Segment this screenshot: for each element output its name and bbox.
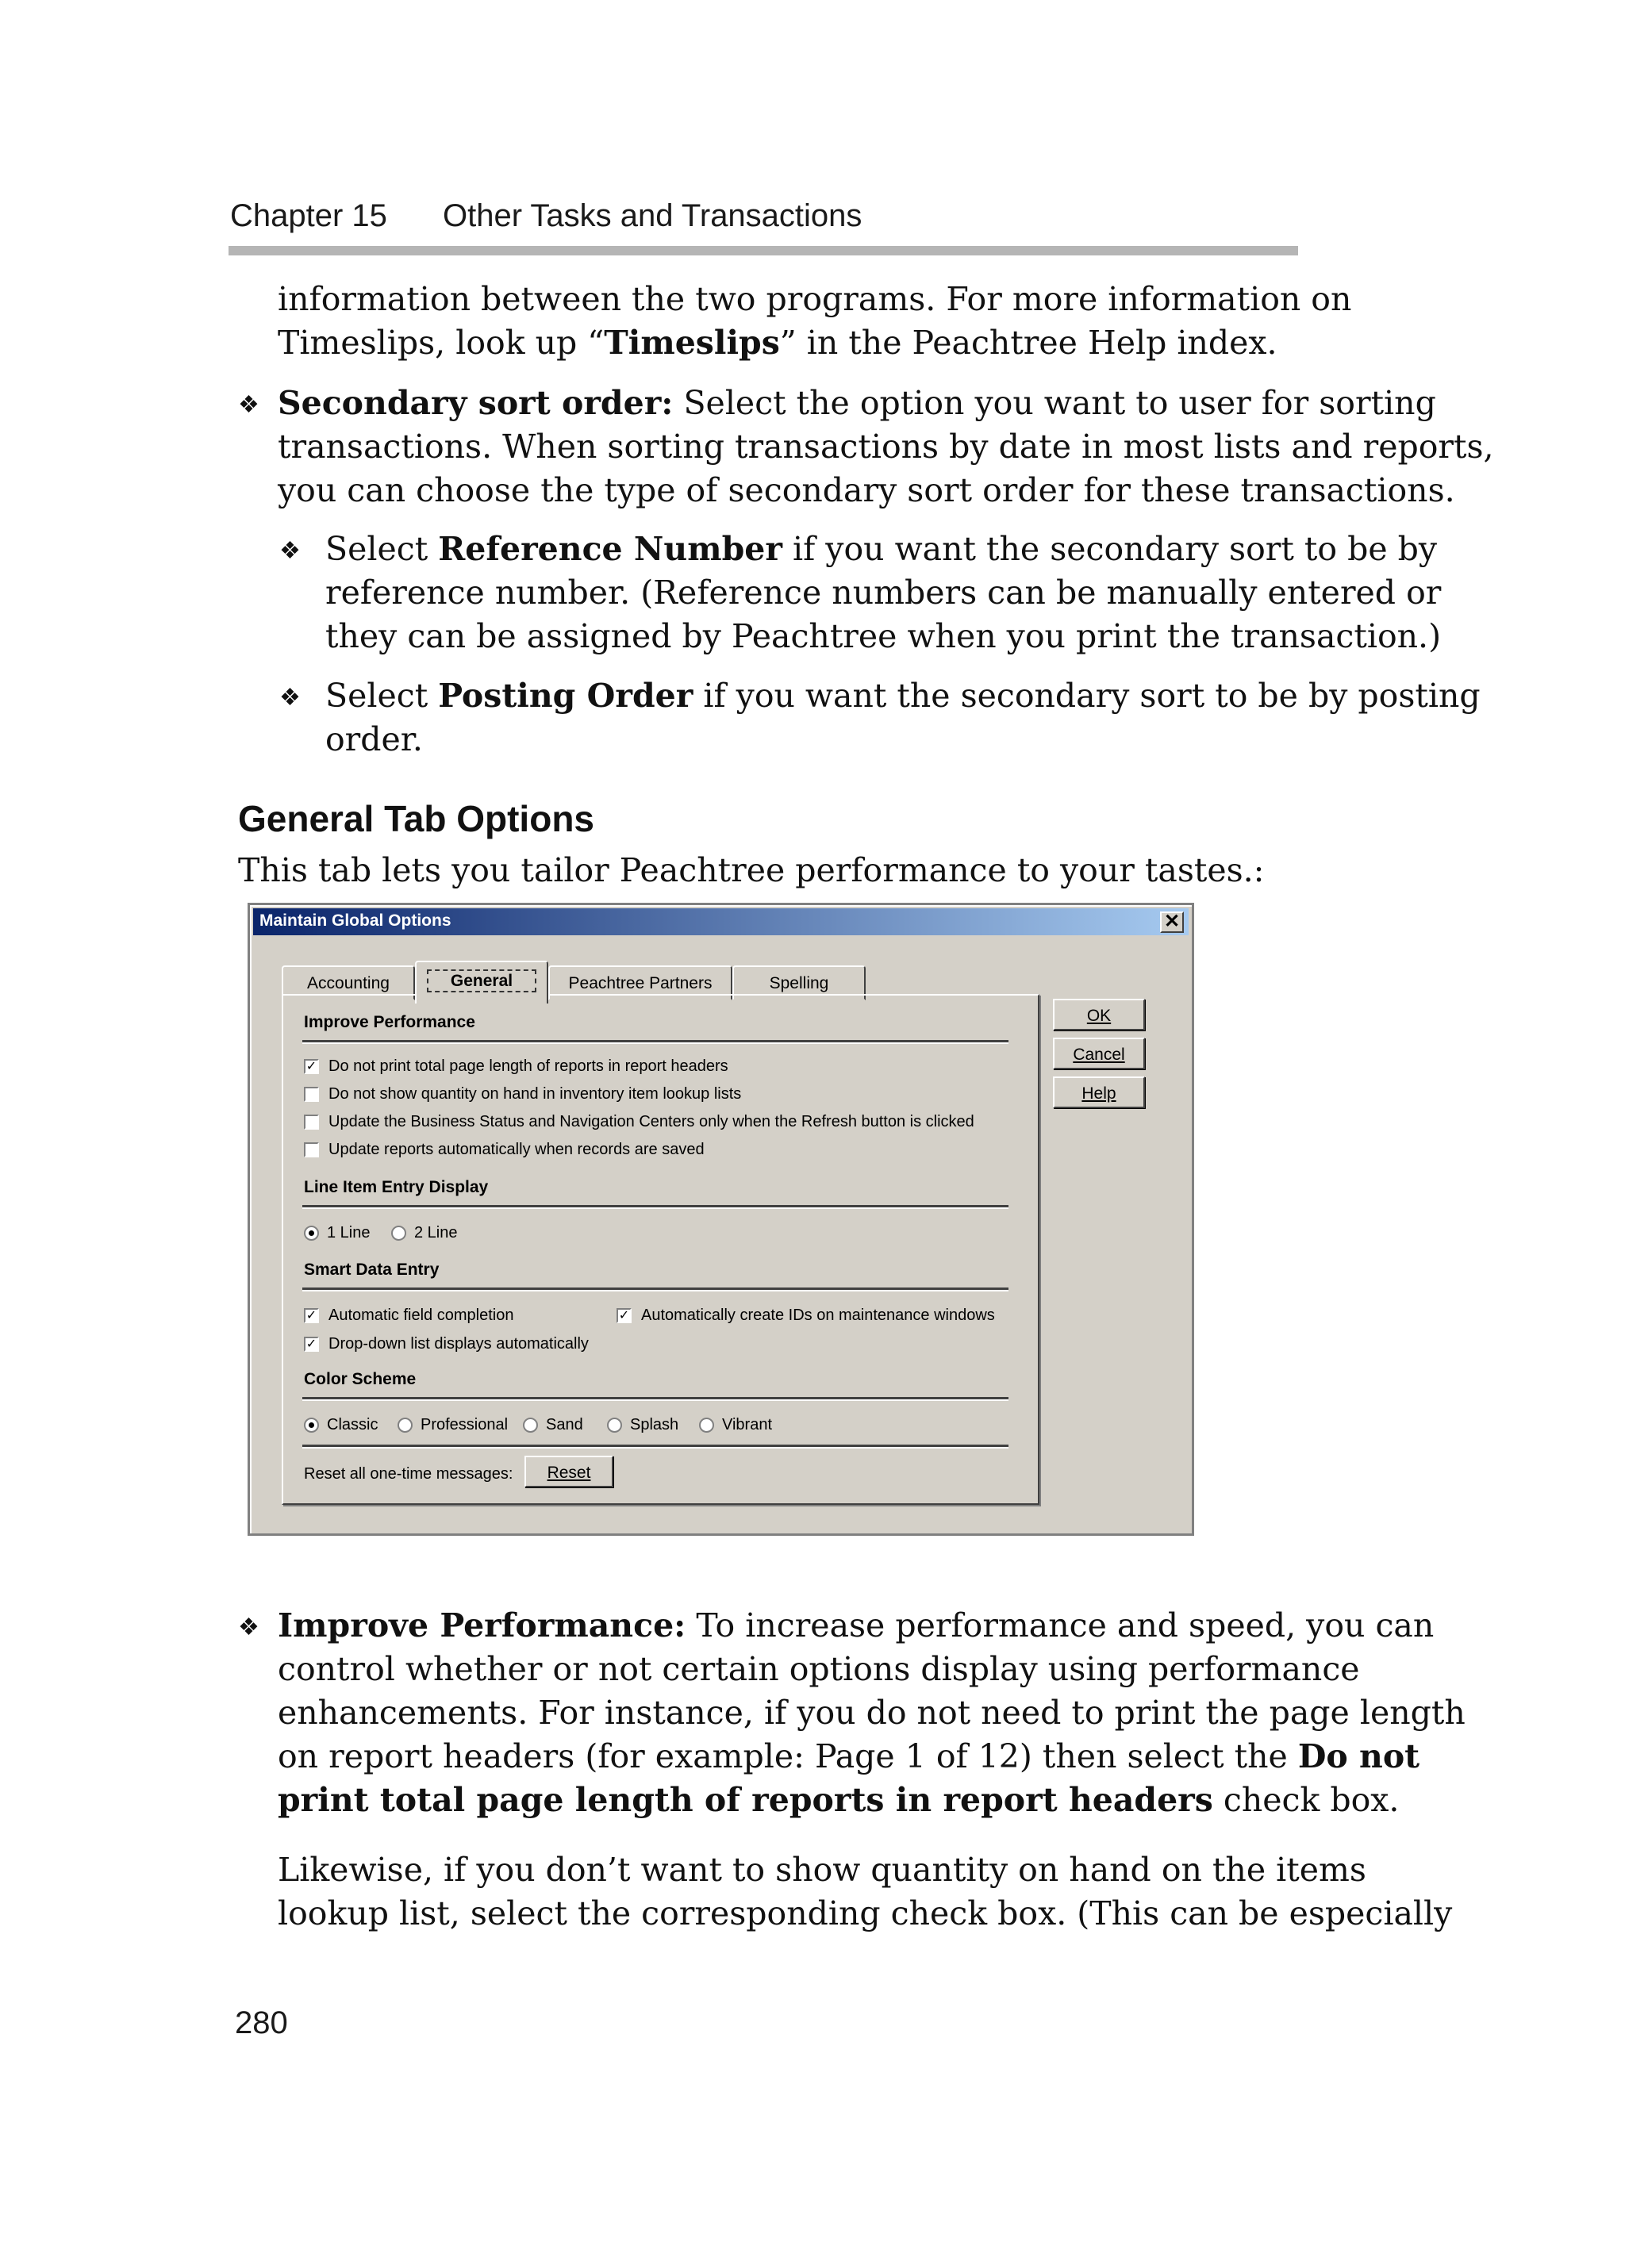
option-dropdown-auto[interactable] — [304, 1335, 589, 1353]
posting-order-paragraph — [325, 674, 1481, 762]
option-auto-update-reports[interactable] — [304, 1141, 705, 1159]
reset-button[interactable] — [524, 1456, 613, 1487]
section-divider — [302, 1445, 1008, 1449]
tab-general[interactable] — [415, 961, 548, 1004]
posting-text: Select — [325, 677, 439, 715]
page-number: 280 — [235, 2005, 288, 2040]
tab-general-label: General — [427, 969, 536, 992]
checkbox[interactable]: ✓ — [304, 1059, 319, 1074]
likewise-paragraph — [278, 1848, 1452, 1936]
do-not-term: Do not — [1297, 1737, 1420, 1775]
maintain-global-options-dialog — [248, 903, 1194, 1536]
dialog-titlebar — [253, 908, 1189, 935]
secondary-sort-label: Secondary sort order: — [278, 384, 674, 422]
intro-line-2 — [278, 321, 1351, 365]
reference-number-term: Reference Number — [438, 530, 782, 568]
section-divider — [302, 1040, 1008, 1044]
tab-spelling[interactable]: Spelling — [732, 965, 866, 1000]
radio-1-line[interactable] — [304, 1224, 371, 1242]
chapter-title: Other Tasks and Transactions — [443, 198, 862, 233]
checkbox[interactable] — [304, 1142, 319, 1157]
improve-line-2: control whether or not certain options display using performance — [278, 1650, 1360, 1688]
tab-accounting[interactable]: Accounting — [282, 965, 415, 1000]
reference-line-3: they can be assigned by Peachtree when you print the transaction.) — [325, 617, 1442, 655]
checkbox[interactable]: ✓ — [304, 1337, 319, 1352]
diamond-bullet-icon: ❖ — [279, 537, 301, 565]
radio-button[interactable] — [391, 1226, 406, 1241]
improve-text: on report headers (for example: Page 1 of 12) then select the — [278, 1737, 1298, 1775]
intro-text-end: ” in the Peachtree Help index. — [779, 324, 1277, 362]
reference-line-1 — [325, 528, 1441, 571]
reference-number-paragraph — [325, 528, 1441, 658]
improve-line-3: enhancements. For instance, if you do not need to print the page length — [278, 1694, 1466, 1732]
radio-2-line[interactable] — [391, 1224, 458, 1242]
option-label: Automatic field completion — [328, 1307, 514, 1324]
diamond-bullet-icon: ❖ — [279, 684, 301, 712]
close-icon[interactable]: ✕ — [1160, 911, 1184, 933]
help-button[interactable] — [1053, 1076, 1145, 1108]
section-divider — [302, 1205, 1008, 1209]
radio-label: Splash — [630, 1416, 679, 1433]
likewise-line-1: Likewise, if you don’t want to show quantity on hand on the items — [278, 1851, 1366, 1889]
reset-messages-label: Reset all one-time messages: — [304, 1465, 513, 1483]
print-total-term: print total page length of reports in report headers — [278, 1781, 1213, 1819]
radio-button[interactable] — [304, 1226, 319, 1241]
tab-peachtree-partners[interactable]: Peachtree Partners — [548, 965, 732, 1000]
posting-text-end: if you want the secondary sort to be by posting — [693, 677, 1481, 715]
radio-professional[interactable] — [398, 1416, 508, 1434]
checkbox[interactable]: ✓ — [304, 1308, 319, 1323]
reference-text-end: if you want the secondary sort to be by — [782, 530, 1438, 568]
improve-performance-paragraph — [278, 1604, 1466, 1822]
diamond-bullet-icon: ❖ — [238, 391, 259, 419]
radio-label: 2 Line — [414, 1224, 458, 1241]
intro-line-1: information between the two programs. For more information on — [278, 280, 1352, 318]
section-divider — [302, 1397, 1008, 1401]
likewise-line-2: lookup list, select the corresponding check box. (This can be especially — [278, 1894, 1453, 1932]
improve-line-4 — [278, 1735, 1466, 1779]
improve-line-1 — [278, 1604, 1466, 1648]
radio-sand[interactable] — [523, 1416, 583, 1434]
radio-button[interactable] — [304, 1418, 319, 1433]
chapter-label: Chapter 15 — [230, 198, 387, 233]
radio-label: Sand — [546, 1416, 583, 1433]
radio-button[interactable] — [398, 1418, 413, 1433]
radio-label: Professional — [421, 1416, 509, 1433]
posting-line-1 — [325, 674, 1481, 718]
help-button-label: Help — [1081, 1084, 1116, 1103]
checkbox[interactable] — [304, 1087, 319, 1102]
option-label: Do not print total page length of reports in report headers — [328, 1057, 728, 1075]
option-label: Do not show quantity on hand in inventory item lookup lists — [328, 1085, 742, 1103]
cancel-button[interactable] — [1053, 1038, 1145, 1069]
option-no-page-length[interactable] — [304, 1057, 728, 1076]
general-tab-panel — [282, 994, 1039, 1505]
radio-button[interactable] — [523, 1418, 538, 1433]
radio-label: Classic — [327, 1416, 378, 1433]
improve-performance-term: Improve Performance: — [278, 1606, 686, 1644]
radio-splash[interactable] — [607, 1416, 678, 1434]
option-refresh-only[interactable] — [304, 1113, 974, 1131]
checkbox[interactable]: ✓ — [617, 1308, 632, 1323]
dialog-title: Maintain Global Options — [259, 911, 451, 930]
diamond-bullet-icon: ❖ — [238, 1614, 259, 1641]
smart-data-entry-title: Smart Data Entry — [304, 1261, 440, 1279]
option-auto-create-ids[interactable] — [617, 1307, 995, 1325]
improve-text-end: check box. — [1212, 1781, 1400, 1819]
secondary-sort-text: Select the option you want to user for sorting — [673, 384, 1436, 422]
secondary-sort-paragraph — [278, 382, 1494, 512]
radio-button[interactable] — [607, 1418, 622, 1433]
reference-line-2: reference number. (Reference numbers can be manually entered or — [325, 574, 1442, 612]
section-intro: This tab lets you tailor Peachtree performance to your tastes.: — [238, 851, 1265, 889]
radio-vibrant[interactable] — [699, 1416, 772, 1434]
radio-label: 1 Line — [327, 1224, 371, 1241]
reference-text: Select — [325, 530, 439, 568]
ok-button[interactable] — [1053, 999, 1145, 1030]
option-label: Drop-down list displays automatically — [328, 1335, 589, 1353]
line-item-entry-title: Line Item Entry Display — [304, 1178, 489, 1196]
option-label: Automatically create IDs on maintenance windows — [641, 1307, 995, 1324]
improve-performance-title: Improve Performance — [304, 1013, 475, 1031]
secondary-sort-line-1 — [278, 382, 1494, 425]
option-no-qty-on-hand[interactable] — [304, 1085, 741, 1103]
timeslips-term: Timeslips — [604, 324, 780, 362]
section-heading: General Tab Options — [238, 798, 594, 839]
secondary-sort-line-3: you can choose the type of secondary sort order for these transactions. — [278, 471, 1455, 509]
secondary-sort-line-2: transactions. When sorting transactions by date in most lists and reports, — [278, 428, 1494, 466]
ok-button-label: OK — [1086, 1007, 1112, 1025]
section-divider — [302, 1288, 1008, 1291]
header-rule — [229, 246, 1298, 255]
intro-text: Timeslips, look up “ — [278, 324, 605, 362]
posting-order-term: Posting Order — [438, 677, 693, 715]
improve-text: To increase performance and speed, you can — [686, 1606, 1435, 1644]
option-label: Update the Business Status and Navigation Centers only when the Refresh button is clicked — [328, 1113, 974, 1130]
option-label: Update reports automatically when records are saved — [328, 1141, 705, 1158]
radio-button[interactable] — [699, 1418, 714, 1433]
reset-button-label: Reset — [547, 1464, 591, 1482]
option-auto-field-completion[interactable] — [304, 1307, 513, 1325]
running-header — [230, 198, 862, 234]
radio-label: Vibrant — [722, 1416, 773, 1433]
posting-line-2: order. — [325, 720, 423, 758]
intro-paragraph — [278, 278, 1351, 365]
checkbox[interactable] — [304, 1115, 319, 1130]
radio-classic[interactable] — [304, 1416, 378, 1434]
improve-line-5 — [278, 1779, 1466, 1822]
cancel-button-label: Cancel — [1073, 1046, 1125, 1064]
color-scheme-title: Color Scheme — [304, 1370, 417, 1388]
